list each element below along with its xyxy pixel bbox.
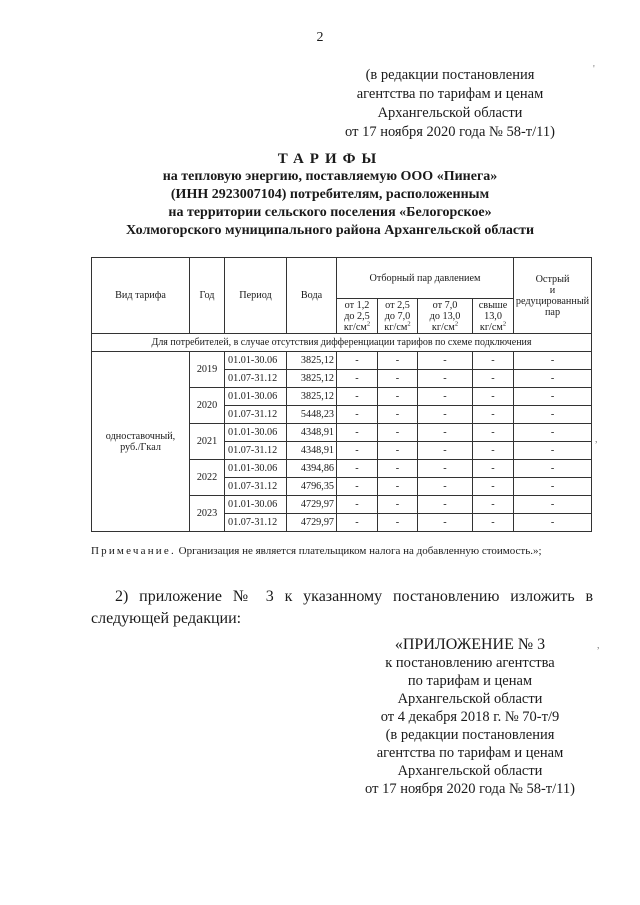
year-cell: 2021 [190, 424, 225, 460]
sharp-steam-cell: - [514, 388, 592, 406]
steam-cell: - [337, 514, 378, 532]
tariff-table [91, 257, 592, 532]
water-cell: 3825,12 [287, 388, 337, 406]
sharp-steam-cell: - [514, 496, 592, 514]
period-cell: 01.01-30.06 [225, 460, 287, 478]
water-cell: 4796,35 [287, 478, 337, 496]
steam-cell: - [473, 442, 514, 460]
steam-cell: - [378, 352, 418, 370]
consumer-note: Для потребителей, в случае отсутствия дифференциации тарифов по схеме подключения [92, 334, 592, 352]
steam-cell: - [337, 406, 378, 424]
water-cell: 4729,97 [287, 496, 337, 514]
steam-cell: - [378, 514, 418, 532]
sharp-steam-cell: - [514, 478, 592, 496]
header-year: Год [190, 258, 225, 334]
period-cell: 01.01-30.06 [225, 424, 287, 442]
steam-range-to: до 13,0 [429, 310, 461, 322]
margin-mark: , [595, 434, 598, 445]
sharp-steam-cell: - [514, 442, 592, 460]
appendix-line: к постановлению агентства [385, 655, 555, 671]
steam-unit [337, 322, 377, 333]
period-cell: 01.01-30.06 [225, 496, 287, 514]
steam-range-from: от 1,2 [344, 299, 370, 311]
year-cell: 2019 [190, 352, 225, 388]
header-steam-col [473, 299, 514, 334]
steam-cell: - [418, 370, 473, 388]
year-cell: 2022 [190, 460, 225, 496]
period-cell: 01.01-30.06 [225, 352, 287, 370]
tariff-type-line: руб./Гкал [120, 441, 161, 453]
sharp-steam-cell: - [514, 406, 592, 424]
tariff-type-line: одноставочный, [105, 430, 176, 442]
sharp-steam-cell: - [514, 424, 592, 442]
water-cell: 4348,91 [287, 424, 337, 442]
title-main: ТАРИФЫ [277, 151, 383, 167]
steam-cell: - [378, 370, 418, 388]
steam-cell: - [378, 424, 418, 442]
steam-cell: - [473, 388, 514, 406]
period-cell: 01.01-30.06 [225, 388, 287, 406]
steam-cell: - [378, 388, 418, 406]
header-steam-group: Отборный пар давлением [337, 258, 514, 299]
steam-cell: - [418, 478, 473, 496]
header-steam-col [418, 299, 473, 334]
edition-line: от 17 ноября 2020 года № 58-т/11) [345, 124, 555, 140]
water-cell: 4729,97 [287, 514, 337, 532]
steam-unit [378, 322, 417, 333]
remark-text: Организация не является плательщиком налога на добавленную стоимость.»; [178, 545, 542, 557]
header-row [92, 258, 592, 299]
water-cell: 4394,86 [287, 460, 337, 478]
steam-range-from: свыше [478, 299, 508, 311]
header-sharp-line: редуцированный [515, 295, 590, 307]
steam-cell: - [418, 424, 473, 442]
title-line: (ИНН 2923007104) потребителям, расположенным [170, 187, 490, 202]
header-tariff-type: Вид тарифа [92, 258, 190, 334]
appendix-line: агентства по тарифам и ценам [376, 745, 564, 761]
document-title [80, 150, 580, 240]
table-row [92, 352, 592, 370]
paragraph-2 [91, 586, 593, 630]
period-cell: 01.07-31.12 [225, 442, 287, 460]
edition-line: (в редакции постановления [365, 67, 535, 83]
steam-cell: - [418, 460, 473, 478]
steam-range-from: от 2,5 [385, 299, 410, 311]
header-sharp-line: и [549, 284, 556, 296]
steam-cell: - [473, 478, 514, 496]
remark [91, 545, 591, 557]
steam-unit-text: кг/см [384, 321, 408, 333]
sharp-steam-cell: - [514, 514, 592, 532]
header-sharp-steam [514, 258, 592, 334]
header-sharp-line: Острый [535, 273, 570, 285]
steam-cell: - [337, 352, 378, 370]
appendix-header [350, 636, 590, 798]
consumer-note-row [92, 334, 592, 352]
steam-unit-exp: 2 [454, 320, 459, 328]
steam-cell: - [378, 442, 418, 460]
steam-unit [473, 322, 513, 333]
steam-range-to: до 7,0 [384, 310, 411, 322]
steam-cell: - [337, 496, 378, 514]
steam-unit-text: кг/см [343, 321, 367, 333]
water-cell: 3825,12 [287, 370, 337, 388]
year-cell: 2020 [190, 388, 225, 424]
appendix-line: (в редакции постановления [385, 727, 555, 743]
steam-cell: - [418, 388, 473, 406]
title-line: на тепловую энергию, поставляемую ООО «Пинега» [162, 169, 498, 184]
steam-cell: - [418, 496, 473, 514]
steam-cell: - [337, 370, 378, 388]
steam-cell: - [418, 514, 473, 532]
water-cell: 3825,12 [287, 352, 337, 370]
sharp-steam-cell: - [514, 370, 592, 388]
appendix-line: от 4 декабря 2018 г. № 70-т/9 [380, 709, 560, 725]
steam-cell: - [473, 370, 514, 388]
steam-cell: - [337, 478, 378, 496]
header-water: Вода [287, 258, 337, 334]
period-cell: 01.07-31.12 [225, 406, 287, 424]
paragraph-2-text: 2) приложение № 3 к указанному постановлению изложить в следующей редакции: [91, 588, 593, 627]
steam-cell: - [473, 424, 514, 442]
appendix-line: от 17 ноября 2020 года № 58-т/11) [365, 781, 575, 797]
title-line: на территории сельского поселения «Белогорское» [168, 205, 492, 220]
period-cell: 01.07-31.12 [225, 514, 287, 532]
sharp-steam-cell: - [514, 352, 592, 370]
steam-cell: - [473, 352, 514, 370]
edition-note [330, 66, 570, 142]
water-cell: 5448,23 [287, 406, 337, 424]
steam-cell: - [418, 352, 473, 370]
appendix-line: «ПРИЛОЖЕНИЕ № 3 [394, 636, 546, 653]
steam-cell: - [473, 406, 514, 424]
steam-cell: - [337, 460, 378, 478]
header-steam-col [378, 299, 418, 334]
steam-cell: - [418, 442, 473, 460]
tariff-type-cell [92, 352, 190, 532]
period-cell: 01.07-31.12 [225, 370, 287, 388]
steam-unit-exp: 2 [407, 320, 411, 328]
steam-cell: - [378, 460, 418, 478]
steam-unit-text: кг/см [431, 321, 455, 333]
appendix-line: Архангельской области [397, 691, 543, 707]
steam-cell: - [337, 388, 378, 406]
title-line: Холмогорского муниципального района Архангельской области [125, 223, 535, 238]
steam-unit-text: кг/см [479, 321, 503, 333]
header-sharp-line: пар [544, 306, 561, 318]
steam-unit [418, 322, 472, 333]
appendix-line: Архангельской области [397, 763, 543, 779]
steam-cell: - [378, 406, 418, 424]
steam-range-to: 13,0 [484, 310, 502, 322]
steam-cell: - [473, 496, 514, 514]
page-number: 2 [316, 30, 324, 45]
steam-range-to: до 2,5 [344, 310, 370, 322]
steam-cell: - [378, 478, 418, 496]
margin-mark: ' [593, 64, 595, 75]
water-cell: 4348,91 [287, 442, 337, 460]
header-period: Период [225, 258, 287, 334]
steam-cell: - [473, 514, 514, 532]
steam-cell: - [378, 496, 418, 514]
period-cell: 01.07-31.12 [225, 478, 287, 496]
year-cell: 2023 [190, 496, 225, 532]
steam-range-from: от 7,0 [432, 299, 458, 311]
steam-unit-exp: 2 [366, 320, 371, 328]
steam-cell: - [337, 442, 378, 460]
steam-cell: - [337, 424, 378, 442]
remark-label: Примечание. [91, 545, 176, 557]
edition-line: Архангельской области [377, 105, 523, 121]
edition-line: агентства по тарифам и ценам [356, 86, 544, 102]
header-steam-col [337, 299, 378, 334]
steam-cell: - [418, 406, 473, 424]
steam-unit-exp: 2 [502, 320, 507, 328]
appendix-line: по тарифам и ценам [407, 673, 533, 689]
steam-cell: - [473, 460, 514, 478]
sharp-steam-cell: - [514, 460, 592, 478]
margin-mark: , [597, 640, 600, 651]
